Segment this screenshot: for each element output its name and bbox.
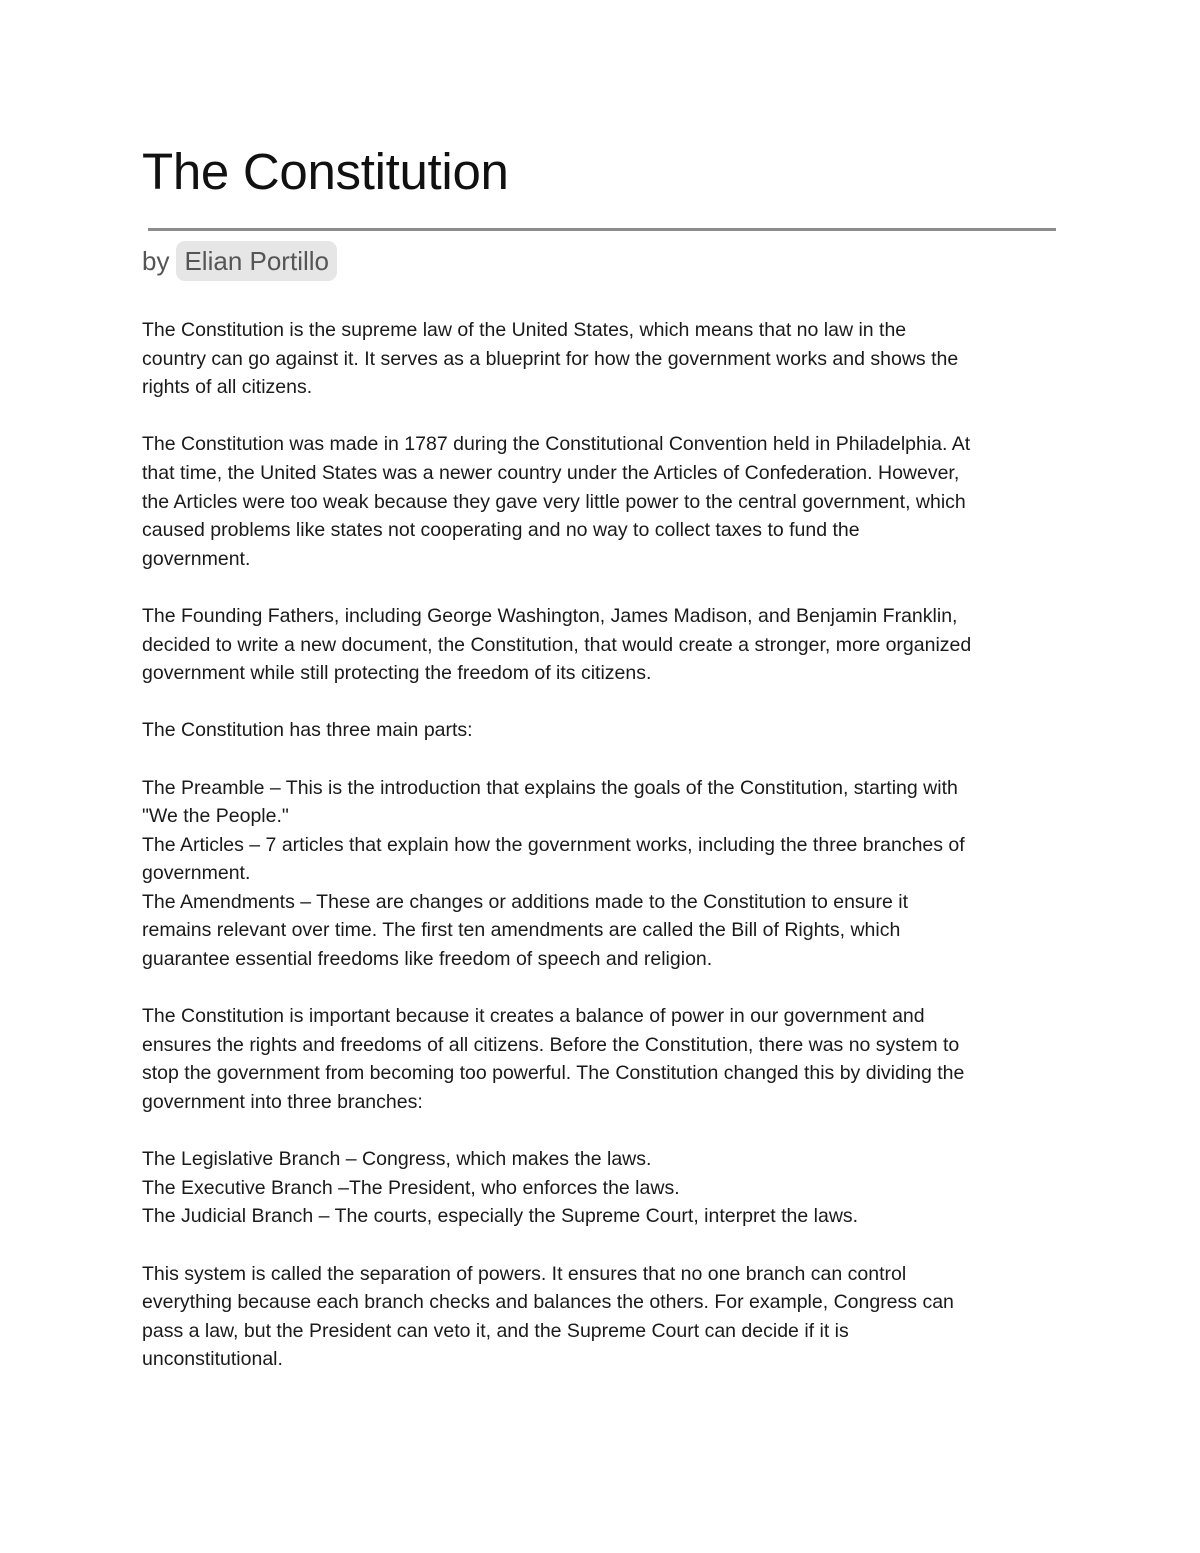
text-line: The Executive Branch –The President, who enforces the laws. [142,1176,680,1199]
paragraph [142,716,1060,745]
text-line: The Articles – 7 articles that explain how the government works, including the three branches of [142,833,965,856]
text-line: government while still protecting the freedom of its citizens. [142,662,652,685]
text-line: unconstitutional. [142,1348,283,1371]
text-line: The Constitution is the supreme law of the United States, which means that no law in the [142,319,907,341]
text-line: government. [142,862,251,885]
text-line: remains relevant over time. The first ten amendments are called the Bill of Rights, which [142,919,901,942]
text-line: decided to write a new document, the Constitution, that would create a stronger, more organized [142,633,972,656]
text-line: The Preamble – This is the introduction that explains the goals of the Constitution, starting with [142,776,958,799]
title-divider [148,228,1056,231]
text-line: caused problems like states not cooperating and no way to collect taxes to fund the [142,519,860,542]
text-line: that time, the United States was a newer country under the Articles of Confederation. However, [142,461,960,484]
paragraph [142,430,1060,573]
text-line: stop the government from becoming too powerful. The Constitution changed this by dividing the [142,1062,965,1085]
document-page [142,140,1060,1403]
author-chip[interactable]: Elian Portillo [176,241,337,281]
text-line: government. [142,547,251,570]
text-line: "We the People." [142,805,289,828]
text-line: ensures the rights and freedoms of all citizens. Before the Constitution, there was no system to [142,1033,960,1056]
text-line: The Constitution has three main parts: [142,719,473,742]
text-line: The Legislative Branch – Congress, which makes the laws. [142,1148,652,1171]
text-line: rights of all citizens. [142,376,313,399]
text-line: everything because each branch checks and balances the others. For example, Congress can [142,1291,954,1314]
text-line: The Judicial Branch – The courts, especially the Supreme Court, interpret the laws. [142,1205,859,1228]
text-line: This system is called the separation of powers. It ensures that no one branch can control [142,1262,907,1285]
paragraph [142,1260,1060,1374]
text-line: The Constitution is important because it creates a balance of power in our government and [142,1005,925,1028]
text-line: The Amendments – These are changes or additions made to the Constitution to ensure it [142,890,909,913]
paragraph [142,1145,1060,1231]
byline [142,241,1060,281]
text-line: country can go against it. It serves as a blueprint for how the government works and shows the [142,347,959,370]
text-line: the Articles were too weak because they gave very little power to the central government, which [142,490,966,513]
paragraph [142,1002,1060,1116]
text-line: government into three branches: [142,1091,423,1114]
text-line: The Constitution was made in 1787 during the Constitutional Convention held in Philadelphia. At [142,433,971,456]
byline-prefix: by [142,246,170,276]
text-line: The Founding Fathers, including George Washington, James Madison, and Benjamin Franklin, [142,604,958,627]
paragraph [142,316,1060,402]
document-body [142,316,1060,1374]
text-line: pass a law, but the President can veto it, and the Supreme Court can decide if it is [142,1319,849,1342]
text-line: guarantee essential freedoms like freedom of speech and religion. [142,948,713,971]
document-title: The Constitution [142,143,509,200]
paragraph [142,602,1060,688]
paragraph [142,774,1060,974]
